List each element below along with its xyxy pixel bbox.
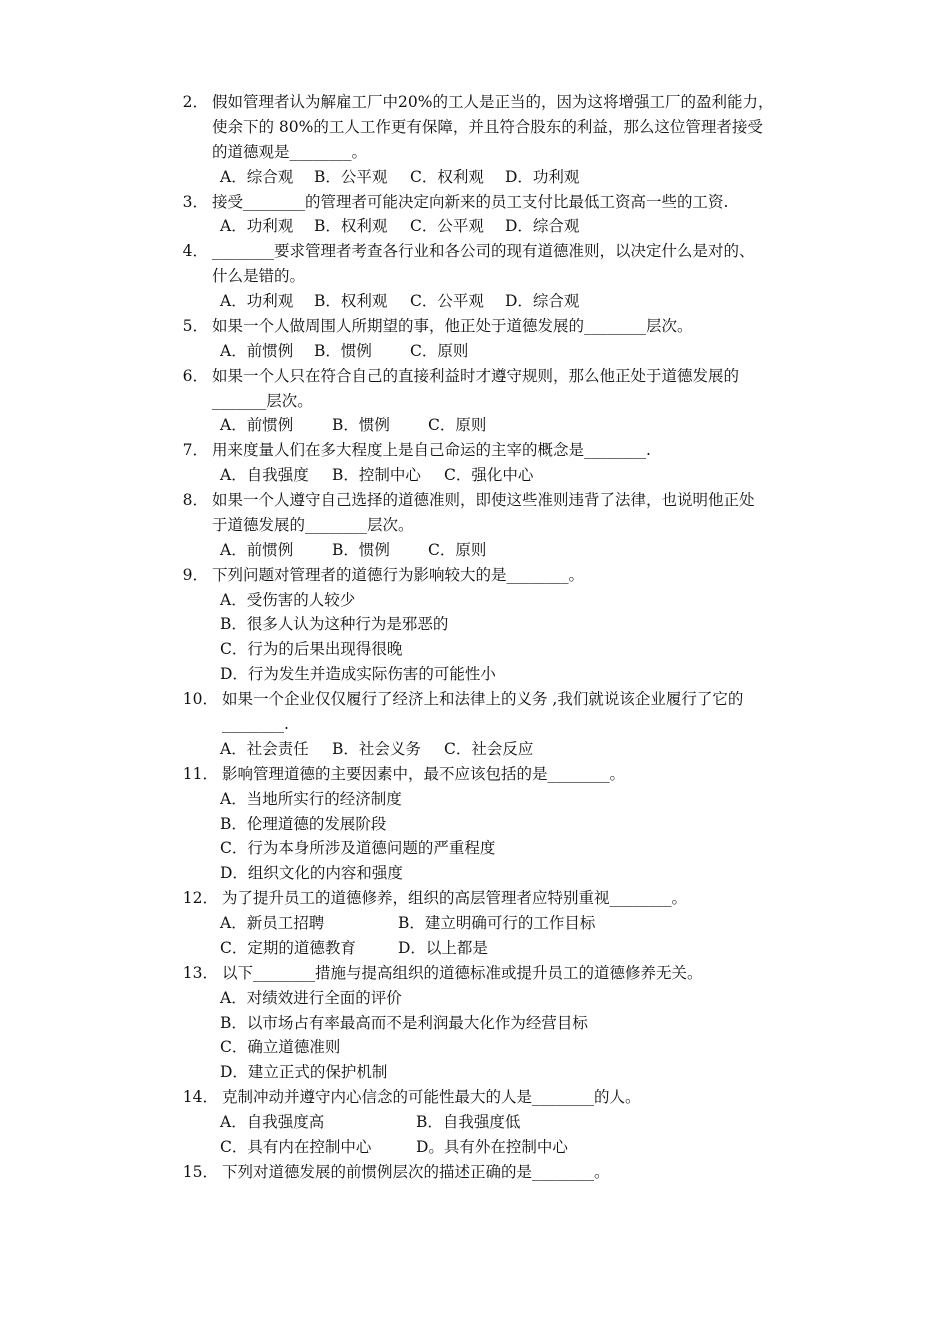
option-text: D．行为发生并造成实际伤害的可能性小 — [220, 665, 496, 684]
option-text: C．原则 — [410, 341, 469, 360]
option-text: C．具有内在控制中心 — [220, 1137, 372, 1156]
option-text: C．公平观 — [410, 217, 484, 236]
option-text: B．惯例 — [332, 540, 390, 559]
option-text: B．伦理道德的发展阶段 — [220, 814, 387, 833]
option-text: B．建立明确可行的工作目标 — [398, 914, 596, 933]
question-text-line: 以下________措施与提高组织的道德标准或提升员工的道德修养无关。 — [222, 963, 703, 982]
option-text: A．自我强度高 — [220, 1113, 325, 1132]
question-number: 13． — [182, 963, 218, 982]
question-number: 10． — [182, 690, 218, 709]
option-text: A．综合观 — [220, 167, 294, 186]
question-text-line: _______层次。 — [212, 391, 313, 410]
question-text-line: 什么是错的。 — [212, 267, 306, 286]
question-number: 8． — [182, 491, 208, 510]
option-text: A．受伤害的人较少 — [220, 590, 356, 609]
question-text-line: 如果一个企业仅仅履行了经济上和法律上的义务 ,我们就说该企业履行了它的 — [222, 690, 744, 709]
option-text: C．权利观 — [410, 167, 484, 186]
option-text: A．前惯例 — [220, 540, 294, 559]
option-text: A．前惯例 — [220, 341, 294, 360]
option-text: B．很多人认为这种行为是邪恶的 — [220, 615, 449, 634]
question-text-line: 使余下的 80%的工人工作更有保障，并且符合股东的利益，那么这位管理者接受 — [212, 117, 763, 136]
question-number: 11． — [182, 764, 218, 783]
option-text: B．权利观 — [314, 217, 388, 236]
question-text-line: 用来度量人们在多大程度上是自己命运的主宰的概念是________. — [212, 441, 651, 460]
question-text-line: 下列对道德发展的前惯例层次的描述正确的是________。 — [222, 1162, 610, 1181]
option-text: C．行为的后果出现得很晚 — [220, 640, 403, 659]
question-text-line: ________要求管理者考查各行业和各公司的现有道德准则，以决定什么是对的、 — [212, 242, 755, 261]
question-number: 3． — [182, 192, 208, 211]
question-text-line: 下列问题对管理者的道德行为影响较大的是________。 — [212, 565, 585, 584]
option-text: D．以上都是 — [398, 938, 488, 957]
option-text: D。具有外在控制中心 — [416, 1137, 568, 1156]
question-text-line: 如果一个人遵守自己选择的道德准则，即使这些准则违背了法律，也说明他正处 — [212, 491, 755, 510]
option-text: B．自我强度低 — [416, 1113, 521, 1132]
question-number: 12． — [182, 889, 218, 908]
option-text: B．惯例 — [314, 341, 372, 360]
option-text: D．综合观 — [505, 217, 580, 236]
question-text-line: 接受________的管理者可能决定向新来的员工支付比最低工资高一些的工资. — [212, 192, 729, 211]
option-text: C．强化中心 — [444, 466, 534, 485]
option-text: A．前惯例 — [220, 416, 294, 435]
question-number: 7． — [182, 441, 208, 460]
question-number: 2． — [182, 93, 208, 111]
question-number: 5． — [182, 316, 208, 335]
option-text: B．控制中心 — [332, 466, 421, 485]
option-text: D．建立正式的保护机制 — [220, 1063, 388, 1082]
option-text: A．功利观 — [220, 217, 294, 236]
question-text-line: 如果一个人只在符合自己的直接利益时才遵守规则，那么他正处于道德发展的 — [212, 366, 740, 385]
option-text: A．自我强度 — [220, 466, 309, 485]
question-number: 14． — [182, 1088, 218, 1107]
option-text: A．当地所实行的经济制度 — [220, 789, 402, 808]
option-text: B．公平观 — [314, 167, 388, 186]
option-text: B．权利观 — [314, 292, 388, 311]
option-text: C．公平观 — [410, 292, 484, 311]
option-text: B．惯例 — [332, 416, 390, 435]
option-text: A．对绩效进行全面的评价 — [220, 988, 402, 1007]
option-text: B．以市场占有率最高而不是利润最大化作为经营目标 — [220, 1013, 588, 1032]
option-text: A．功利观 — [220, 292, 294, 311]
question-text-line: 的道德观是________。 — [212, 142, 368, 161]
option-text: C．行为本身所涉及道德问题的严重程度 — [220, 839, 496, 858]
question-number: 4． — [182, 242, 208, 261]
question-text-line: 于道德发展的________层次。 — [212, 515, 414, 534]
option-text: C．社会反应 — [444, 739, 534, 758]
question-text-line: 假如管理者认为解雇工厂中20%的工人是正当的，因为这将增强工厂的盈利能力， — [212, 93, 774, 111]
question-number: 6． — [182, 366, 208, 385]
option-text: C．原则 — [428, 540, 487, 559]
option-text: C．确立道德准则 — [220, 1038, 341, 1057]
question-number: 15． — [182, 1162, 218, 1181]
option-text: D．功利观 — [505, 167, 580, 186]
option-text: A．新员工招聘 — [220, 914, 325, 933]
question-text-line: 如果一个人做周围人所期望的事，他正处于道德发展的________层次。 — [212, 316, 693, 335]
question-text-line: 克制冲动并遵守内心信念的可能性最大的人是________的人。 — [222, 1088, 641, 1107]
option-text: C．定期的道德教育 — [220, 938, 356, 957]
option-text: A．社会责任 — [220, 739, 309, 758]
question-number: 9． — [182, 565, 208, 584]
question-text-line: ________. — [222, 715, 289, 733]
question-text-line: 影响管理道德的主要因素中，最不应该包括的是________。 — [222, 764, 626, 783]
option-text: B．社会义务 — [332, 739, 421, 758]
option-text: D．组织文化的内容和强度 — [220, 864, 403, 883]
question-text-line: 为了提升员工的道德修养，组织的高层管理者应特别重视________。 — [222, 889, 688, 908]
option-text: D．综合观 — [505, 292, 580, 311]
option-text: C．原则 — [428, 416, 487, 435]
